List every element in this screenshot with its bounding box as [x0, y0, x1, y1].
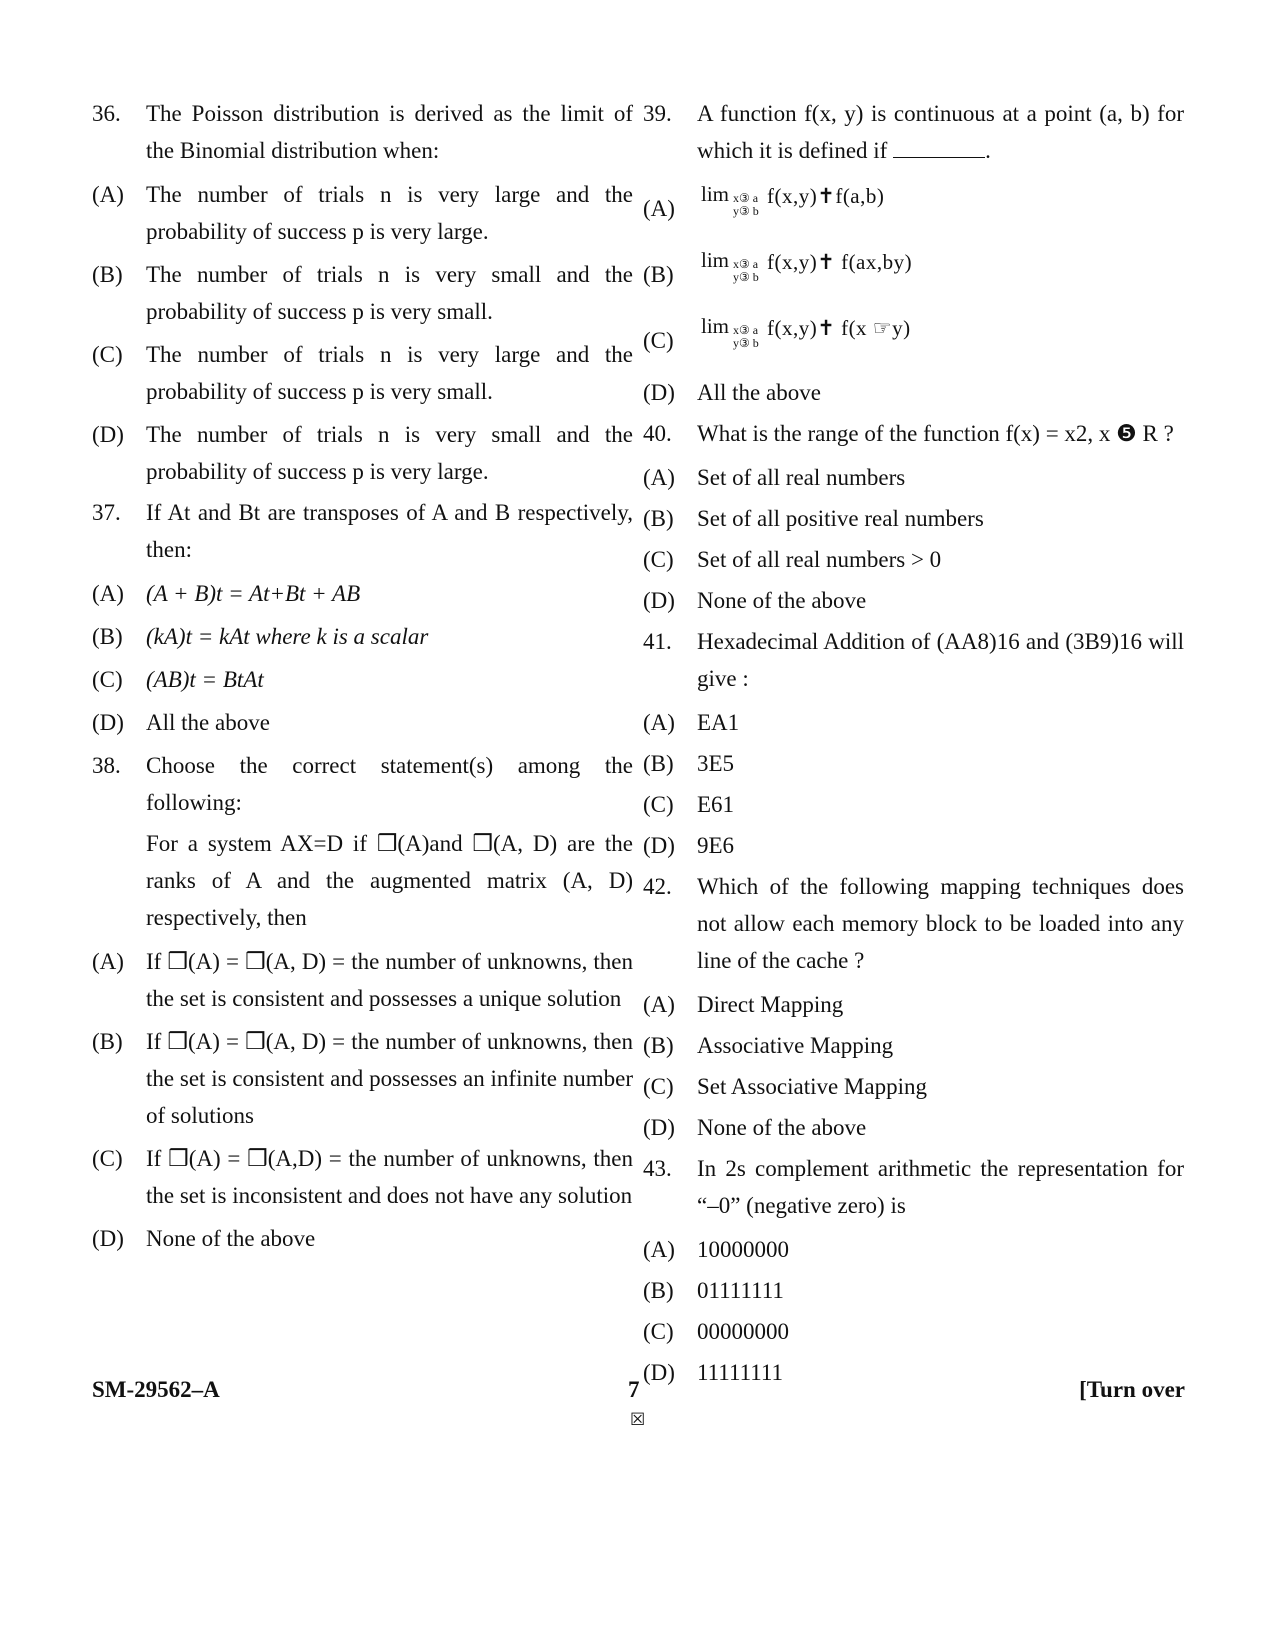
question-41 [643, 623, 1184, 697]
left-column [92, 95, 633, 1257]
question-number: 37. [92, 500, 121, 525]
option-text: The number of trials n is very small and the probability of success p is very small. [146, 262, 633, 324]
option-label: (C) [643, 547, 674, 572]
option-text: Set of all real numbers [697, 465, 906, 490]
option-text: If ❒(A) = ❒(A, D) = the number of unknowns, then the set is consistent and possesses a unique solution [146, 949, 633, 1011]
option-text: The number of trials n is very large and the probability of success p is very large. [146, 182, 633, 244]
option [643, 986, 1184, 1023]
option-text: 11111111 [697, 1360, 784, 1385]
option [92, 1220, 633, 1257]
option-label: (C) [92, 1146, 123, 1171]
option-text: 10000000 [697, 1237, 789, 1262]
option-text: None of the above [146, 1226, 316, 1251]
option-label: (D) [92, 1226, 124, 1251]
option [643, 1272, 1184, 1309]
option [643, 1231, 1184, 1268]
option-text: All the above [146, 710, 270, 735]
lim-expr: f(x,y)✝ f(ax,by) [767, 250, 913, 274]
lim-word: lim [701, 182, 730, 206]
option-text: (AB)t = BtAt [146, 667, 264, 692]
option [643, 374, 1184, 411]
option [92, 1140, 633, 1214]
question-42 [643, 868, 1184, 979]
option-label: (A) [92, 949, 124, 974]
option-text: 00000000 [697, 1319, 789, 1344]
question-40 [643, 415, 1184, 452]
lim-word: lim [701, 314, 730, 338]
limit-expression [697, 308, 997, 360]
option [643, 1313, 1184, 1350]
question-number: 39. [643, 101, 672, 126]
question-text: Hexadecimal Addition of (AA8)16 and (3B9)16 will give : [697, 629, 1184, 691]
question-number: 41. [643, 629, 672, 654]
option [92, 704, 633, 741]
option [643, 582, 1184, 619]
option-label: (A) [92, 182, 124, 207]
option [643, 1068, 1184, 1105]
option-label: (B) [92, 262, 123, 287]
question-text: Which of the following mapping techniques does not allow each memory block to be loaded into any line of the cache ? [697, 874, 1184, 973]
option [643, 745, 1184, 782]
option-label: (A) [92, 581, 124, 606]
option-text: 01111111 [697, 1278, 784, 1303]
option-text: Set of all real numbers > 0 [697, 547, 942, 572]
option-label: (C) [643, 328, 674, 353]
option-label: (B) [643, 751, 674, 776]
checkbox-mark-icon: ☒ [630, 1410, 646, 1429]
question-number: 43. [643, 1156, 672, 1181]
question-number: 40. [643, 421, 672, 446]
option-label: (B) [643, 506, 674, 531]
question-number: 36. [92, 101, 121, 126]
option [643, 500, 1184, 537]
option-label: (D) [643, 380, 675, 405]
option [643, 459, 1184, 496]
option-label: (A) [643, 196, 675, 221]
option-label: (A) [643, 992, 675, 1017]
option-text: All the above [697, 380, 821, 405]
option-label: (D) [643, 588, 675, 613]
question-number: 42. [643, 874, 672, 899]
option-label: (B) [643, 1278, 674, 1303]
option-text: EA1 [697, 710, 740, 735]
option-label: (C) [643, 792, 674, 817]
question-43 [643, 1150, 1184, 1224]
option-text: Associative Mapping [697, 1033, 894, 1058]
right-column [643, 95, 1184, 1391]
question-text: A function f(x, y) is continuous at a point (a, b) for which it is defined if [697, 101, 1184, 163]
option [643, 704, 1184, 741]
limit-expression [697, 176, 997, 228]
turn-over-note: [Turn over [1079, 1377, 1185, 1402]
option-label: (B) [92, 1029, 123, 1054]
option [92, 661, 633, 698]
option [92, 575, 633, 612]
option [92, 943, 633, 1017]
option [643, 242, 1184, 304]
question-text: Choose the correct statement(s) among the following: [146, 753, 633, 815]
option-label: (D) [92, 710, 124, 735]
question-text: If At and Bt are transposes of A and B respectively, then: [146, 500, 633, 562]
option-label: (D) [643, 833, 675, 858]
lim-sub-y: y③ b [733, 270, 759, 284]
lim-sub-y: y③ b [733, 336, 759, 350]
option-text: The number of trials n is very small and the probability of success p is very large. [146, 422, 633, 484]
option-label: (A) [643, 710, 675, 735]
option-text: If ❒(A) = ❒(A, D) = the number of unknowns, then the set is consistent and possesses an infinite number of solutions [146, 1029, 633, 1128]
question-number: 38. [92, 753, 121, 778]
option-text: If ❒(A) = ❒(A,D) = the number of unknowns, then the set is inconsistent and does not have any solution [146, 1146, 633, 1208]
lim-sub-x: x③ a [733, 257, 759, 271]
question-text: What is the range of the function f(x) = x2, x ❺ R ? [697, 421, 1174, 446]
question-text: The Poisson distribution is derived as the limit of the Binomial distribution when: [146, 101, 633, 163]
option-text: Direct Mapping [697, 992, 844, 1017]
option [92, 1023, 633, 1134]
option-text: None of the above [697, 1115, 867, 1140]
option-text: 3E5 [697, 751, 735, 776]
option [643, 1109, 1184, 1146]
option-label: (A) [643, 465, 675, 490]
question-38 [92, 747, 633, 936]
question-39 [643, 95, 1184, 169]
option-text: (A + B)t = At+Bt + AB [146, 581, 361, 606]
option [92, 618, 633, 655]
option [92, 336, 633, 410]
question-37 [92, 494, 633, 568]
option-text: None of the above [697, 588, 867, 613]
option-label: (B) [92, 624, 123, 649]
option-label: (B) [643, 262, 674, 287]
option [643, 541, 1184, 578]
option [643, 176, 1184, 238]
lim-expr: f(x,y)✝f(a,b) [767, 184, 885, 208]
option-label: (C) [643, 1319, 674, 1344]
option-text: (kA)t = kAt where k is a scalar [146, 624, 429, 649]
option-label: (C) [92, 342, 123, 367]
option-label: (D) [92, 422, 124, 447]
question-text-end: . [985, 138, 991, 163]
option-label: (C) [643, 1074, 674, 1099]
lim-sub-x: x③ a [733, 323, 759, 337]
option-text: E61 [697, 792, 735, 817]
option [92, 176, 633, 250]
lim-expr: f(x,y)✝ f(x ☞y) [767, 316, 911, 340]
question-text: In 2s complement arithmetic the representation for “–0” (negative zero) is [697, 1156, 1184, 1218]
option [643, 786, 1184, 823]
option [92, 256, 633, 330]
option-text: 9E6 [697, 833, 735, 858]
option-label: (D) [643, 1115, 675, 1140]
option-label: (B) [643, 1033, 674, 1058]
option [643, 827, 1184, 864]
lim-sub-y: y③ b [733, 204, 759, 218]
page-number: 7 [628, 1377, 640, 1402]
option-label: (A) [643, 1237, 675, 1262]
option [92, 416, 633, 490]
option [643, 1027, 1184, 1064]
option [643, 308, 1184, 370]
answer-blank [893, 137, 985, 158]
lim-sub-x: x③ a [733, 191, 759, 205]
paper-code: SM-29562–A [92, 1377, 220, 1402]
option-text: Set of all positive real numbers [697, 506, 984, 531]
lim-word: lim [701, 248, 730, 272]
option-label: (D) [643, 1360, 675, 1385]
limit-expression [697, 242, 997, 294]
option-label: (C) [92, 667, 123, 692]
option-text: Set Associative Mapping [697, 1074, 927, 1099]
question-text-continued: For a system AX=D if ❒(A)and ❒(A, D) are the ranks of A and the augmented matrix (A, D) respectively, then [146, 831, 633, 930]
option-text: The number of trials n is very large and the probability of success p is very small. [146, 342, 633, 404]
question-36 [92, 95, 633, 169]
